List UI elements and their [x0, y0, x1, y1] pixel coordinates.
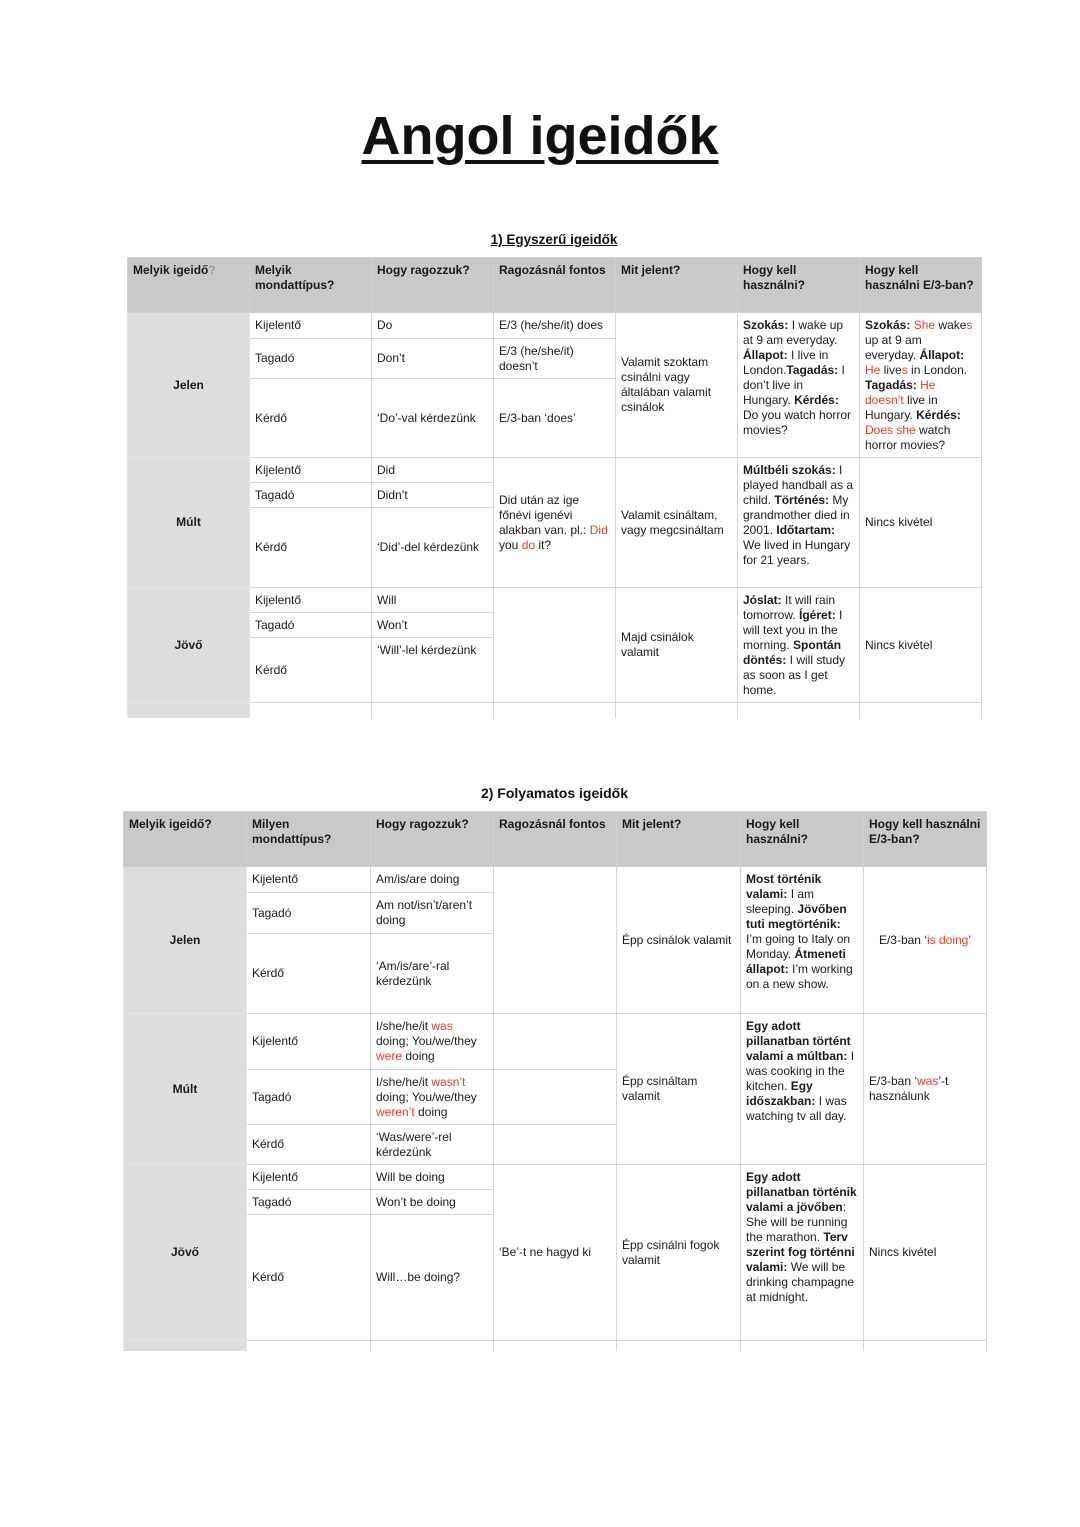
text-run: Ígéret: — [799, 608, 836, 622]
e3-usage-cell — [860, 313, 982, 458]
text-run: Történés: — [774, 493, 830, 507]
conjugation-cell — [371, 1070, 494, 1125]
sentence-type-cell: Tagadó — [247, 1190, 371, 1215]
text-run: E/3-ban ‘ — [869, 1074, 918, 1088]
simple-tenses-table — [127, 257, 982, 718]
text-run: Egy időszakban: — [746, 1079, 816, 1108]
meaning-cell: Épp csináltam valamit — [617, 1014, 741, 1165]
text-run: He — [865, 363, 881, 377]
text-run: Did — [589, 522, 608, 537]
section-heading-simple-tenses: 1) Egyszerű igeidők — [490, 232, 618, 247]
text-run: ? — [208, 263, 216, 277]
text-run: doing — [414, 1104, 448, 1119]
text-run: live in Hungary. — [865, 393, 938, 422]
conjugation-cell: ‘Did’-del kérdezünk — [372, 508, 494, 588]
conjugation-cell: Did — [372, 458, 494, 483]
text-run: Múltbéli szokás: — [743, 463, 836, 477]
text-run: wake — [935, 318, 967, 332]
sentence-type-cell: Kérdő — [250, 638, 372, 703]
text-run: My grandmother died in 2001. — [743, 493, 850, 537]
usage-cell — [738, 458, 860, 588]
text-run: He doesn’t — [865, 378, 936, 407]
text-run: doing; You/we/they — [376, 1034, 477, 1048]
text-run: were — [376, 1049, 403, 1063]
sentence-type-cell: Tagadó — [247, 893, 371, 934]
text-run: Jóslat: — [743, 593, 782, 607]
text-run: Kérdés: — [916, 408, 961, 422]
text-run: I’m going to Italy on Monday. — [746, 932, 851, 961]
text-run: do — [521, 537, 536, 552]
text-run: Szokás: — [743, 318, 789, 332]
table-row — [124, 1014, 987, 1070]
text-run: I will study as soon as I get home. — [743, 653, 846, 697]
column-header-conjugation: Hogy ragozzuk? — [372, 258, 494, 313]
conjugation-cell: Don’t — [372, 339, 494, 379]
conjugation-cell: ‘Will’-lel kérdezünk — [372, 638, 494, 703]
text-run: Melyik igeidő — [133, 263, 209, 277]
empty-cell — [494, 1341, 617, 1351]
text-run: I will text you in the morning. — [743, 608, 843, 652]
usage-cell — [741, 1165, 864, 1341]
column-header-usage: Hogy kell használni? — [741, 812, 864, 867]
note-cell — [494, 458, 616, 588]
note-cell — [494, 1125, 617, 1165]
tense-cell: Jelen — [124, 867, 247, 1014]
text-run: I am sleeping. — [746, 887, 815, 916]
table-row — [128, 588, 982, 613]
text-run: was — [431, 1019, 453, 1033]
text-run: Tagadás: — [865, 378, 917, 392]
text-run: E/3-ban ‘ — [878, 932, 927, 947]
text-run: ’ — [968, 932, 972, 947]
conjugation-cell: Will — [372, 588, 494, 613]
empty-cell — [372, 703, 494, 718]
table-row-empty — [128, 703, 982, 718]
empty-cell — [371, 1341, 494, 1351]
table-row — [128, 313, 982, 339]
table-row — [124, 1165, 987, 1190]
text-run: Állapot: — [919, 348, 965, 362]
column-header-usage-e3: Hogy kell használni E/3-ban? — [860, 258, 982, 313]
note-cell — [494, 867, 617, 1014]
text-run: s — [966, 318, 973, 332]
conjugation-cell: ‘Was/were’-rel kérdezünk — [371, 1125, 494, 1165]
text-run: : She will be running the marathon. — [746, 1200, 848, 1244]
note-cell — [494, 1070, 617, 1125]
text-run: ’-t használunk — [869, 1074, 949, 1103]
tense-cell: Jövő — [128, 588, 250, 703]
text-run: in London. — [907, 363, 968, 377]
text-run: Terv szerint fog történni valami: — [746, 1230, 855, 1274]
e3-usage-cell: Nincs kivétel — [860, 458, 982, 588]
text-run: Spontán döntés: — [743, 638, 842, 667]
conjugation-cell: Will…be doing? — [371, 1215, 494, 1341]
tense-cell: Múlt — [128, 458, 250, 588]
text-run: you — [499, 537, 522, 552]
empty-cell — [864, 1341, 987, 1351]
empty-cell — [738, 703, 860, 718]
empty-cell — [617, 1341, 741, 1351]
text-run: I played handball as a child. — [743, 463, 854, 507]
text-run: I’m working on a new show. — [746, 962, 853, 991]
text-run: I wake up at 9 am everyday. — [743, 318, 844, 347]
column-header-conjugation: Hogy ragozzuk? — [371, 812, 494, 867]
meaning-cell: Valamit szoktam csinálni vagy általában valamit csinálok — [616, 313, 738, 458]
table-row-empty — [124, 1341, 987, 1351]
empty-cell — [124, 1341, 247, 1351]
column-header-tense — [128, 258, 250, 313]
column-header-important: Ragozásnál fontos — [494, 258, 616, 313]
sentence-type-cell: Kijelentő — [247, 1165, 371, 1190]
header-row — [128, 258, 982, 313]
sentence-type-cell: Tagadó — [250, 613, 372, 638]
text-run: Átmeneti állapot: — [746, 947, 846, 976]
e3-usage-cell — [864, 867, 987, 1014]
text-run: Állapot: — [743, 348, 788, 362]
conjugation-cell: ‘Do’-val kérdezünk — [372, 379, 494, 458]
conjugation-cell: Am/is/are doing — [371, 867, 494, 893]
note-cell: ‘Be’-t ne hagyd ki — [494, 1165, 617, 1341]
e3-usage-cell: Nincs kivétel — [860, 588, 982, 703]
text-run: She — [913, 318, 936, 332]
sentence-type-cell: Kijelentő — [250, 313, 372, 339]
empty-cell — [616, 703, 738, 718]
e3-usage-cell: Nincs kivétel — [864, 1165, 987, 1341]
text-run: Egy adott pillanatban történt valami a múltban: — [746, 1019, 851, 1063]
empty-cell — [250, 703, 372, 718]
column-header-important: Ragozásnál fontos — [494, 812, 617, 867]
text-run: Időtartam: — [776, 523, 836, 537]
column-header-usage-e3: Hogy kell használni E/3-ban? — [864, 812, 987, 867]
sentence-type-cell: Kijelentő — [247, 867, 371, 893]
text-run: Most történik valami: — [746, 872, 822, 901]
text-run: I don’t live in Hungary. — [743, 363, 845, 407]
text-run: We will be drinking champagne at midnight. — [746, 1260, 855, 1304]
conjugation-cell — [371, 1014, 494, 1070]
empty-cell — [128, 703, 250, 718]
sentence-type-cell: Kijelentő — [247, 1014, 371, 1070]
text-run: Tagadás: — [786, 363, 839, 377]
sentence-type-cell: Kérdő — [247, 1125, 371, 1165]
text-run: wasn’t — [431, 1074, 466, 1089]
column-header-sentence-type: Milyen mondattípus? — [247, 812, 371, 867]
usage-cell — [738, 588, 860, 703]
text-run: watch horror movies? — [865, 423, 951, 452]
table-row — [128, 458, 982, 483]
text-run: it? — [535, 537, 552, 552]
header-row — [124, 812, 987, 867]
continuous-tenses-table — [123, 811, 987, 1351]
text-run: I was watching tv all day. — [746, 1094, 847, 1123]
text-run: I/she/he/it — [376, 1074, 432, 1089]
column-header-tense: Melyik igeidő? — [124, 812, 247, 867]
sentence-type-cell: Kérdő — [247, 934, 371, 1014]
tense-cell: Jövő — [124, 1165, 247, 1341]
empty-cell — [494, 703, 616, 718]
conjugation-cell: Won’t — [372, 613, 494, 638]
note-cell — [494, 588, 616, 703]
tense-cell: Jelen — [128, 313, 250, 458]
column-header-sentence-type: Melyik mondattípus? — [250, 258, 372, 313]
table-row — [124, 867, 987, 893]
usage-cell — [741, 867, 864, 1014]
usage-cell — [741, 1014, 864, 1165]
note-cell: E/3-ban ‘does’ — [494, 379, 616, 458]
note-cell: E/3 (he/she/it) doesn’t — [494, 339, 616, 379]
text-run: s — [901, 363, 908, 377]
empty-cell — [860, 703, 982, 718]
column-header-meaning: Mit jelent? — [616, 258, 738, 313]
sentence-type-cell: Kijelentő — [250, 458, 372, 483]
section-heading-continuous-tenses: 2) Folyamatos igeidők — [480, 785, 629, 801]
conjugation-cell: Will be doing — [371, 1165, 494, 1190]
text-run: I was cooking in the kitchen. — [746, 1049, 855, 1093]
sentence-type-cell: Kijelentő — [250, 588, 372, 613]
text-run: I/she/he/it — [376, 1019, 432, 1033]
meaning-cell: Valamit csináltam, vagy megcsináltam — [616, 458, 738, 588]
note-cell — [494, 1014, 617, 1070]
sentence-type-cell: Kérdő — [250, 508, 372, 588]
text-run: Did után az ige főnévi igenévi alakban van. pl.: — [499, 492, 590, 537]
meaning-cell: Épp csinálni fogok valamit — [617, 1165, 741, 1341]
text-run: Kérdés: — [794, 393, 839, 407]
conjugation-cell: Won’t be doing — [371, 1190, 494, 1215]
text-run: doing — [402, 1049, 435, 1063]
text-run: Egy adott pillanatban történik valami a jövőben — [746, 1170, 857, 1214]
conjugation-cell: ‘Am/is/are’-ral kérdezünk — [371, 934, 494, 1014]
empty-cell — [247, 1341, 371, 1351]
text-run: is doing — [926, 932, 969, 947]
sentence-type-cell: Kérdő — [247, 1215, 371, 1341]
text-run: live — [880, 363, 902, 377]
sentence-type-cell: Tagadó — [250, 483, 372, 508]
text-run: Does she — [865, 423, 916, 437]
text-run: weren’t — [376, 1104, 415, 1119]
sentence-type-cell: Tagadó — [247, 1070, 371, 1125]
text-run: doing; You/we/they — [376, 1089, 477, 1104]
sentence-type-cell: Kérdő — [250, 379, 372, 458]
text-run: We lived in Hungary for 21 years. — [743, 538, 851, 567]
conjugation-cell: Am not/isn’t/aren’t doing — [371, 893, 494, 934]
text-run: Szokás: — [865, 318, 911, 332]
conjugation-cell: Didn’t — [372, 483, 494, 508]
text-run: I live in London. — [743, 348, 829, 377]
column-header-usage: Hogy kell használni? — [738, 258, 860, 313]
text-run: Jövőben tuti megtörténik: — [746, 902, 847, 931]
page-title: Angol igeidők — [361, 106, 719, 166]
text-run: was — [917, 1074, 939, 1088]
note-cell: E/3 (he/she/it) does — [494, 313, 616, 339]
usage-cell — [738, 313, 860, 458]
meaning-cell: Majd csinálok valamit — [616, 588, 738, 703]
meaning-cell: Épp csinálok valamit — [617, 867, 741, 1014]
tense-cell: Múlt — [124, 1014, 247, 1165]
conjugation-cell: Do — [372, 313, 494, 339]
text-run: up at 9 am everyday. — [865, 333, 922, 362]
text-run: It will rain tomorrow. — [743, 593, 836, 622]
empty-cell — [741, 1341, 864, 1351]
sentence-type-cell: Tagadó — [250, 339, 372, 379]
column-header-meaning: Mit jelent? — [617, 812, 741, 867]
text-run: Do you watch horror movies? — [743, 408, 852, 437]
e3-usage-cell — [864, 1014, 987, 1165]
